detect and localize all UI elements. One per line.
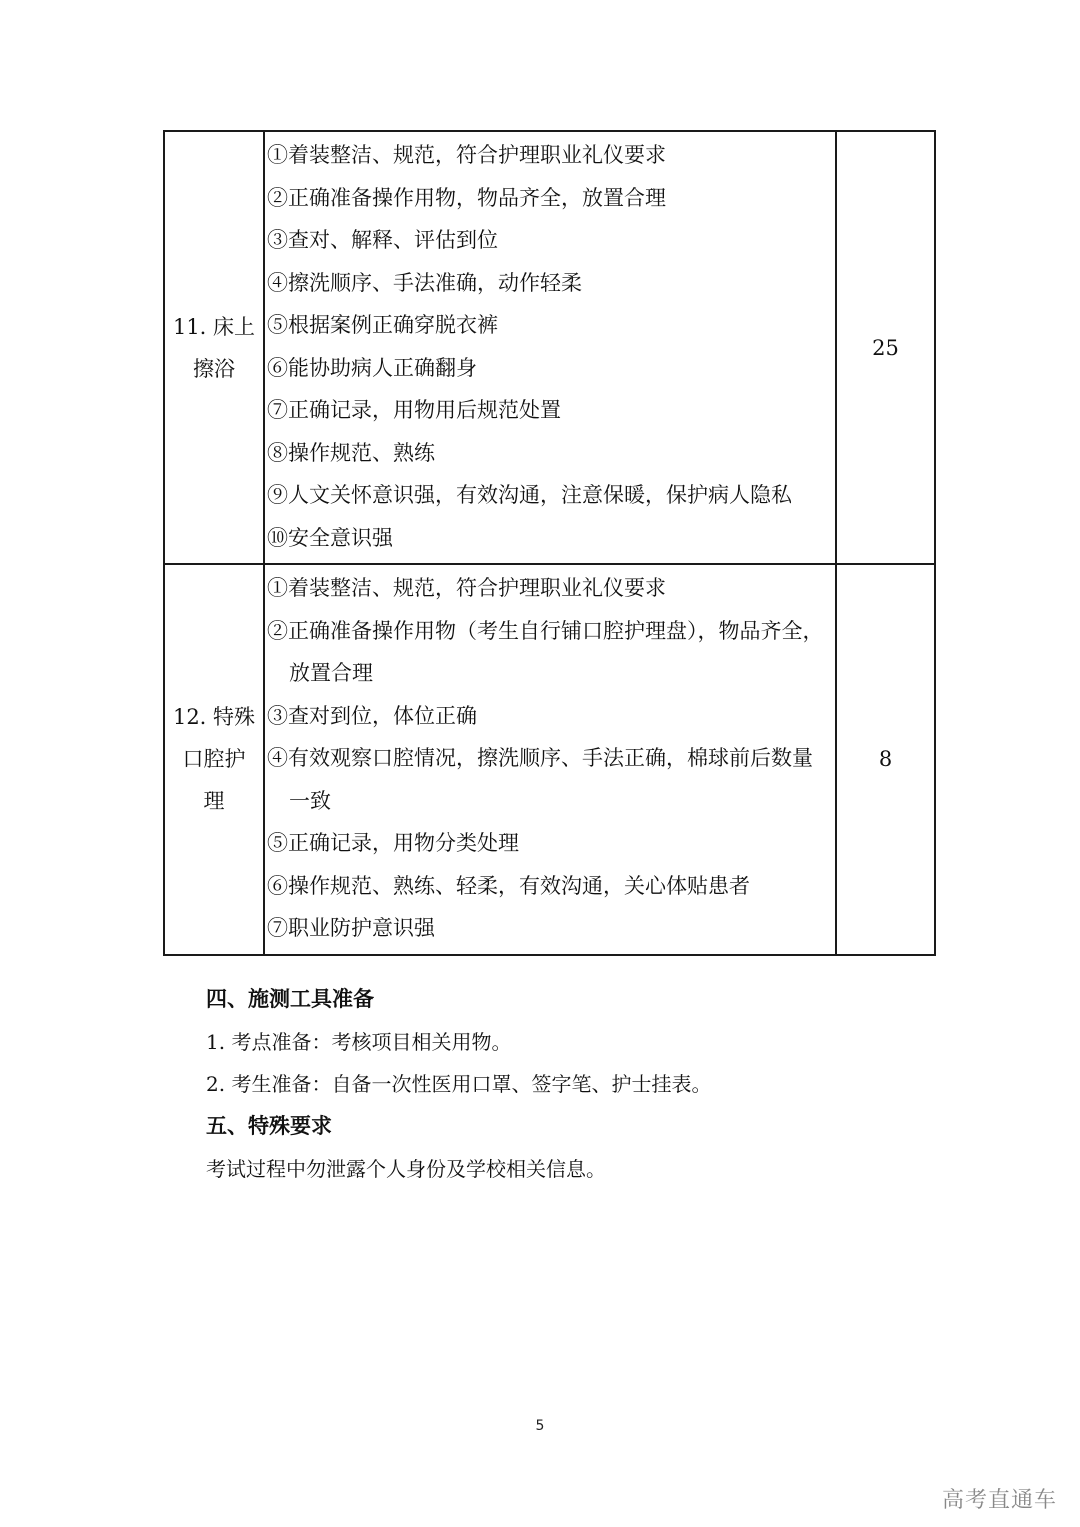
table-row [164,131,935,564]
requirement-line: 放置合理 [289,661,373,685]
score-cell: 25 [836,131,935,564]
paragraph: 考试过程中勿泄露个人身份及学校相关信息。 [206,1157,606,1181]
score-cell: 8 [836,564,935,955]
item-name-line: 擦浴 [193,356,235,381]
item-name-line: 理 [203,789,225,814]
requirement-line: ④有效观察口腔情况，擦洗顺序、手法正确，棉球前后数量 [267,746,813,770]
item-name-line: 12. 特殊 [172,705,256,730]
requirement-line: ⑤正确记录，用物分类处理 [267,831,519,855]
item-name-line: 口腔护 [182,747,246,772]
requirement-line: ③查对、解释、评估到位 [267,228,498,252]
requirements-cell [264,564,836,955]
requirement-line: 一致 [289,788,331,813]
requirements-cell [264,131,836,564]
requirement-line: ⑨人文关怀意识强，有效沟通，注意保暖，保护病人隐私 [267,483,792,507]
table-row [164,564,935,955]
requirement-line: ③查对到位，体位正确 [267,703,477,728]
requirement-line: ①着装整洁、规范，符合护理职业礼仪要求 [267,143,666,167]
paragraph: 2. 考生准备：自备一次性医用口罩、签字笔、护士挂表。 [206,1072,712,1096]
item-name-line: 11. 床上 [172,314,256,339]
requirement-line: ⑦正确记录，用物用后规范处置 [267,398,561,422]
assessment-table [163,130,936,956]
requirement-line: ⑧操作规范、熟练 [267,440,435,465]
item-cell [164,131,264,564]
requirement-line: ⑦职业防护意识强 [267,916,435,940]
page-number: 5 [535,1418,545,1434]
item-cell [164,564,264,955]
requirement-line: ⑥能协助病人正确翻身 [267,355,477,380]
requirement-line: ④擦洗顺序、手法准确，动作轻柔 [267,270,582,295]
requirement-line: ⑩安全意识强 [267,525,393,550]
section-heading: 五、特殊要求 [206,1113,332,1138]
paragraph: 1. 考点准备：考核项目相关用物。 [206,1030,512,1054]
watermark: 高考直通车 [942,1488,1058,1513]
requirement-line: ⑥操作规范、熟练、轻柔，有效沟通，关心体贴患者 [267,873,750,898]
requirement-line: ⑤根据案例正确穿脱衣裤 [267,313,498,337]
requirement-line: ①着装整洁、规范，符合护理职业礼仪要求 [267,576,666,600]
requirement-line: ②正确准备操作用物，物品齐全，放置合理 [267,185,666,210]
requirement-line: ②正确准备操作用物（考生自行铺口腔护理盘），物品齐全， [267,618,824,643]
section-heading: 四、施测工具准备 [206,986,374,1011]
